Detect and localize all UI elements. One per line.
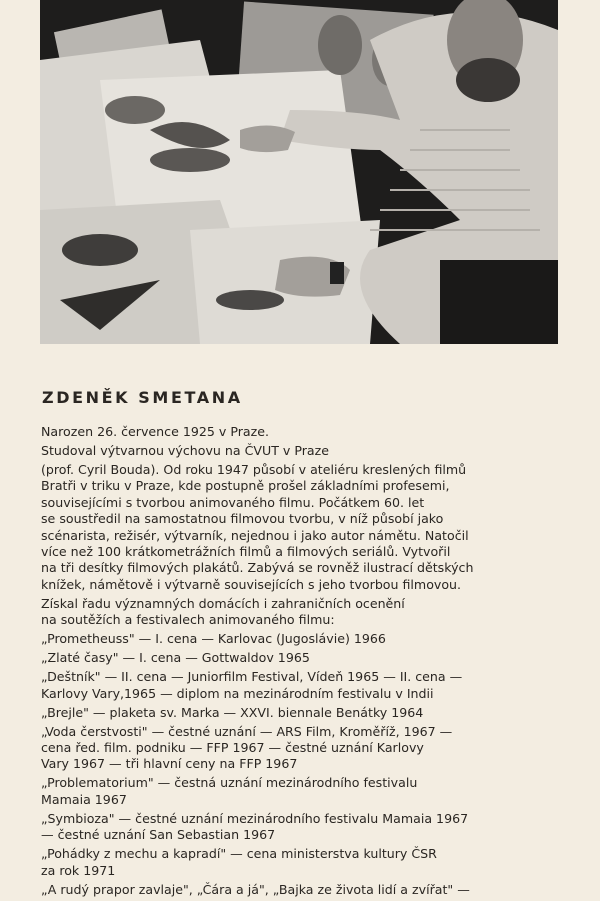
text-line: více než 100 krátkometrážních filmů a filmových seriálů. Vytvořil bbox=[41, 544, 451, 560]
text-line: Bratři v triku v Praze, kde postupně prošel základními profesemi, bbox=[41, 478, 450, 494]
text-line: „Pohádky z mechu a kapradí" — cena ministerstva kultury ČSR bbox=[41, 846, 437, 862]
text-line: Narozen 26. července 1925 v Praze. bbox=[41, 424, 269, 439]
text-line: na soutěžích a festivalech animovaného filmu: bbox=[41, 612, 335, 628]
study-paragraph bbox=[41, 443, 566, 459]
text-line: „Prometheuss" — I. cena — Karlovac (Jugoslávie) 1966 bbox=[41, 631, 386, 647]
award-item bbox=[41, 724, 566, 773]
text-line: knížek, námětově i výtvarně souvisejících s jeho tvorbou filmovou. bbox=[41, 576, 462, 592]
award-item bbox=[41, 775, 566, 808]
award-item bbox=[41, 882, 566, 898]
birth-paragraph bbox=[41, 424, 566, 440]
awards-intro-paragraph bbox=[41, 596, 566, 629]
text-line: se soustředil na samostatnou filmovou tvorbu, v níž působí jako bbox=[41, 511, 444, 527]
text-line: Karlovy Vary,1965 — diplom na mezinárodním festivalu v Indii bbox=[41, 685, 434, 701]
text-line: Mamaia 1967 bbox=[41, 791, 127, 807]
text-line: „Problematorium" — čestná uznání mezinárodního festivalu bbox=[41, 775, 418, 791]
text-line: — čestné uznání San Sebastian 1967 bbox=[41, 827, 276, 843]
award-item bbox=[41, 650, 566, 666]
career-paragraph bbox=[41, 462, 566, 593]
text-line: cena řed. film. podniku — FFP 1967 — čestné uznání Karlovy bbox=[41, 740, 424, 756]
text-line: „Voda čerstvosti" — čestné uznání — ARS Film, Kroměříž, 1967 — bbox=[41, 723, 453, 739]
text-line: „Brejle" — plaketa sv. Marka — XXVI. biennale Benátky 1964 bbox=[41, 704, 424, 720]
text-line: „Zlaté časy" — I. cena — Gottwaldov 1965 bbox=[41, 650, 310, 666]
text-line: za rok 1971 bbox=[41, 862, 116, 878]
text-line: „Deštník" — II. cena — Juniorfilm Festival, Vídeň 1965 — II. cena — bbox=[41, 669, 463, 685]
text-line: Vary 1967 — tři hlavní ceny na FFP 1967 bbox=[41, 756, 298, 772]
award-item bbox=[41, 705, 566, 721]
biography-text bbox=[41, 424, 566, 901]
text-line: souvisejícími s tvorbou animovaného filmu. Počátkem 60. let bbox=[41, 494, 425, 510]
award-item bbox=[41, 631, 566, 647]
artist-photo bbox=[40, 0, 558, 344]
text-line: (prof. Cyril Bouda). Od roku 1947 působí v ateliéru kreslených filmů bbox=[41, 462, 467, 477]
artist-name-heading: ZDENĚK SMETANA bbox=[42, 388, 243, 407]
award-item bbox=[41, 811, 566, 844]
award-item bbox=[41, 669, 566, 702]
text-line: Získal řadu významných domácích i zahraničních ocenění bbox=[41, 595, 405, 611]
text-line: „Symbioza" — čestné uznání mezinárodního festivalu Mamaia 1967 bbox=[41, 810, 469, 826]
text-line: Studoval výtvarnou výchovu na ČVUT v Praze bbox=[41, 443, 329, 458]
text-line: scénarista, režisér, výtvarník, nejednou i jako autor námětu. Natočil bbox=[41, 527, 469, 543]
award-item bbox=[41, 846, 566, 879]
text-line: na tři desítky filmových plakátů. Zabývá se rovněž ilustrací dětských bbox=[41, 560, 474, 576]
text-line: „A rudý prapor zavlaje", „Čára a já", „Bajka ze života lidí a zvířat" — bbox=[41, 881, 470, 897]
